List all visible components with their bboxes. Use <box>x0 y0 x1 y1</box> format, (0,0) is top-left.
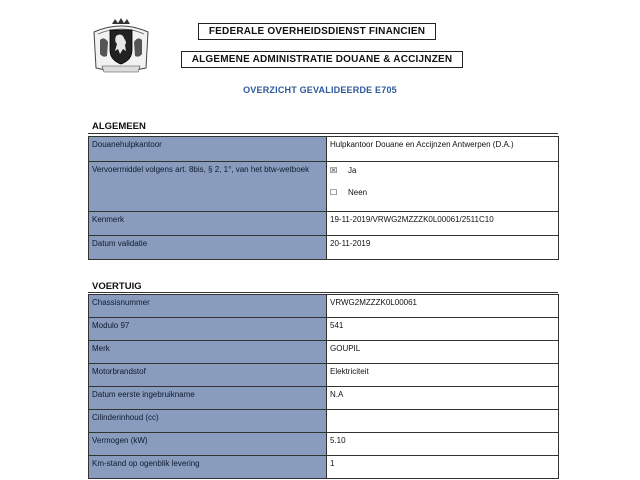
table-row <box>89 433 559 456</box>
unchecked-box-icon[interactable]: ☐ <box>330 188 338 197</box>
table-row <box>89 295 559 318</box>
table-row <box>89 137 559 162</box>
section-title-algemeen: ALGEMEEN <box>92 121 146 132</box>
belgian-coat-of-arms-icon <box>90 18 152 76</box>
row-label: Motorbrandstof <box>89 364 327 387</box>
table-row <box>89 387 559 410</box>
row-label: Merk <box>89 341 327 364</box>
section-divider <box>88 133 558 134</box>
row-value: N.A <box>327 387 559 410</box>
row-value: VRWG2MZZZK0L00061 <box>327 295 559 318</box>
administration-title: ALGEMENE ADMINISTRATIE DOUANE & ACCIJNZEN <box>181 51 463 68</box>
row-label: Datum validatie <box>89 236 327 260</box>
row-label: Modulo 97 <box>89 318 327 341</box>
checkbox-ja-option[interactable] <box>330 165 555 187</box>
row-label: Cilinderinhoud (cc) <box>89 410 327 433</box>
table-row <box>89 318 559 341</box>
row-value: 19-11-2019/VRWG2MZZZK0L00061/2511C10 <box>327 212 559 236</box>
table-row <box>89 236 559 260</box>
row-value: 5.10 <box>327 433 559 456</box>
checked-box-icon[interactable]: ☒ <box>330 166 338 175</box>
row-label: Vermogen (kW) <box>89 433 327 456</box>
row-label: Douanehulpkantoor <box>89 137 327 162</box>
section-divider <box>88 292 558 293</box>
row-label: Kenmerk <box>89 212 327 236</box>
row-value: Hulpkantoor Douane en Accijnzen Antwerpen (D.A.) <box>327 137 559 162</box>
row-value: Elektriciteit <box>327 364 559 387</box>
row-value: 541 <box>327 318 559 341</box>
section-title-voertuig: VOERTUIG <box>92 281 142 292</box>
row-label: Km-stand op ogenblik levering <box>89 456 327 479</box>
row-value: 20-11-2019 <box>327 236 559 260</box>
checkbox-label: Ja <box>348 166 357 175</box>
row-value <box>327 410 559 433</box>
table-row <box>89 364 559 387</box>
checkbox-label: Neen <box>348 188 368 197</box>
table-row <box>89 162 559 212</box>
table-row <box>89 212 559 236</box>
ministry-title: FEDERALE OVERHEIDSDIENST FINANCIEN <box>198 23 436 40</box>
checkbox-neen-option[interactable] <box>330 187 555 209</box>
vehicle-type-choice <box>327 162 559 212</box>
table-row <box>89 341 559 364</box>
table-row <box>89 410 559 433</box>
algemeen-table <box>88 136 559 260</box>
voertuig-table <box>88 294 559 479</box>
row-value: 1 <box>327 456 559 479</box>
document-title: OVERZICHT GEVALIDEERDE E705 <box>243 85 397 95</box>
row-label: Chassisnummer <box>89 295 327 318</box>
table-row <box>89 456 559 479</box>
row-value: GOUPIL <box>327 341 559 364</box>
row-label: Datum eerste ingebruikname <box>89 387 327 410</box>
row-label: Vervoermiddel volgens art. 8bis, § 2, 1°, van het btw-wetboek <box>89 162 327 212</box>
